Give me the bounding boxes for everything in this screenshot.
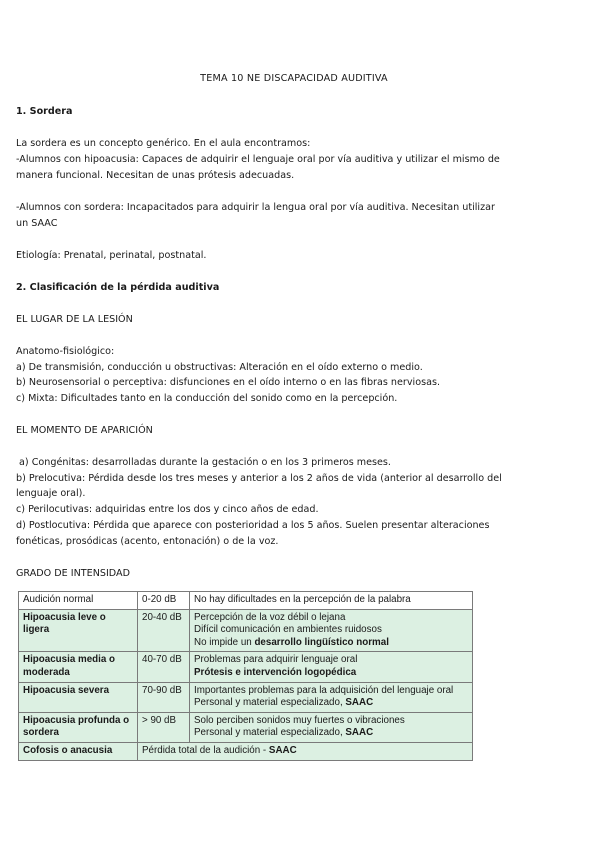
section1-heading: 1. Sordera	[16, 106, 73, 117]
description-text: Personal y material especializado,	[194, 727, 346, 739]
description-line: Percepción de la voz débil o lejana	[194, 611, 346, 623]
sordera-line-2: un SAAC	[16, 218, 58, 229]
hipoacusia-line-2: manera funcional. Necesitan de unas prótesis adecuadas.	[16, 170, 295, 181]
momento-item-d-line-2: fonéticas, prosódicas (acento, entonación) o de la voz.	[16, 536, 279, 547]
momento-heading: EL MOMENTO DE APARICIÓN	[16, 425, 153, 436]
lugar-item-c: c) Mixta: Dificultades tanto en la conducción del sonido como en la percepción.	[16, 393, 398, 404]
document-title: TEMA 10 NE DISCAPACIDAD AUDITIVA	[200, 73, 388, 84]
sordera-line-1: -Alumnos con sordera: Incapacitados para adquirir la lengua oral por vía auditiva. Necesitan utilizar	[16, 202, 495, 213]
table-row	[19, 609, 473, 652]
momento-item-b-line-1: b) Prelocutiva: Pérdida desde los tres meses y anterior a los 2 años de vida (anterior al desarrollo del	[16, 473, 502, 484]
lugar-subheading: Anatomo-fisiológico:	[16, 346, 115, 357]
description-line	[194, 637, 468, 650]
row-name	[19, 652, 138, 682]
description-line: No hay dificultades en la percepción de la palabra	[194, 594, 411, 605]
momento-item-c: c) Perilocutivas: adquiridas entre los dos y cinco años de edad.	[16, 504, 319, 515]
section1-intro: La sordera es un concepto genérico. En el aula encontramos:	[16, 138, 311, 149]
description-bold: SAAC	[345, 697, 374, 709]
momento-item-a: a) Congénitas: desarrolladas durante la gestación o en los 3 primeros meses.	[16, 457, 391, 468]
row-name	[19, 742, 138, 760]
description-line: Importantes problemas para la adquisición del lenguaje oral	[194, 684, 454, 696]
lugar-item-a: a) De transmisión, conducción u obstructivas: Alteración en el oído externo o medio.	[16, 362, 423, 373]
row-db: 0-20 dB	[138, 592, 190, 610]
row-name-text: Hipoacusia profunda o sordera	[23, 714, 130, 739]
intensity-table	[18, 591, 473, 761]
description-text: Pérdida total de la audición -	[142, 744, 269, 756]
row-name: Audición normal	[19, 592, 138, 610]
lugar-item-b: b) Neurosensorial o perceptiva: disfunciones en el oído interno o en las fibras nerviosas.	[16, 377, 440, 388]
momento-item-d-line-1: d) Postlocutiva: Pérdida que aparece con posterioridad a los 5 años. Suelen presentar alteraciones	[16, 520, 490, 531]
row-db: 20-40 dB	[138, 609, 190, 652]
description-bold: SAAC	[268, 744, 297, 756]
row-description	[190, 682, 473, 712]
description-line: Problemas para adquirir lenguaje oral	[194, 654, 358, 666]
row-description	[190, 652, 473, 682]
row-name	[19, 609, 138, 652]
lugar-heading: EL LUGAR DE LA LESIÓN	[16, 314, 133, 325]
description-line	[194, 727, 468, 740]
grado-heading: GRADO DE INTENSIDAD	[16, 568, 130, 579]
description-bold: SAAC	[345, 727, 374, 739]
section2-heading: 2. Clasificación de la pérdida auditiva	[16, 282, 220, 293]
table-row	[19, 742, 473, 760]
table-row	[19, 652, 473, 682]
table-row	[19, 682, 473, 712]
row-name	[19, 712, 138, 742]
row-description	[138, 742, 473, 760]
row-name-text: Hipoacusia severa	[23, 684, 110, 696]
row-name-text: Cofosis o anacusia	[23, 744, 113, 756]
description-bold: desarrollo lingüístico normal	[254, 636, 389, 648]
description-bold: Prótesis e intervención logopédica	[194, 666, 357, 678]
row-description	[190, 592, 473, 610]
row-db: > 90 dB	[138, 712, 190, 742]
row-name-text: Hipoacusia leve o ligera	[23, 611, 106, 636]
row-description	[190, 712, 473, 742]
description-line	[194, 697, 468, 710]
row-description	[190, 609, 473, 652]
table-row	[19, 592, 473, 610]
table-row	[19, 712, 473, 742]
row-name-text: Hipoacusia media o moderada	[23, 654, 116, 678]
description-line	[194, 667, 468, 680]
description-text: Personal y material especializado,	[194, 697, 346, 709]
hipoacusia-line-1: -Alumnos con hipoacusia: Capaces de adquirir el lenguaje oral por vía auditiva y utilizar el mismo de	[16, 154, 500, 165]
etiologia: Etiología: Prenatal, perinatal, postnatal.	[16, 250, 207, 261]
description-text: No impide un	[194, 636, 255, 648]
momento-item-b-line-2: lenguaje oral).	[16, 488, 86, 499]
description-line: Difícil comunicación en ambientes ruidosos	[194, 624, 382, 636]
row-name	[19, 682, 138, 712]
row-db: 70-90 dB	[138, 682, 190, 712]
description-line: Solo perciben sonidos muy fuertes o vibraciones	[194, 714, 405, 726]
row-db: 40-70 dB	[138, 652, 190, 682]
